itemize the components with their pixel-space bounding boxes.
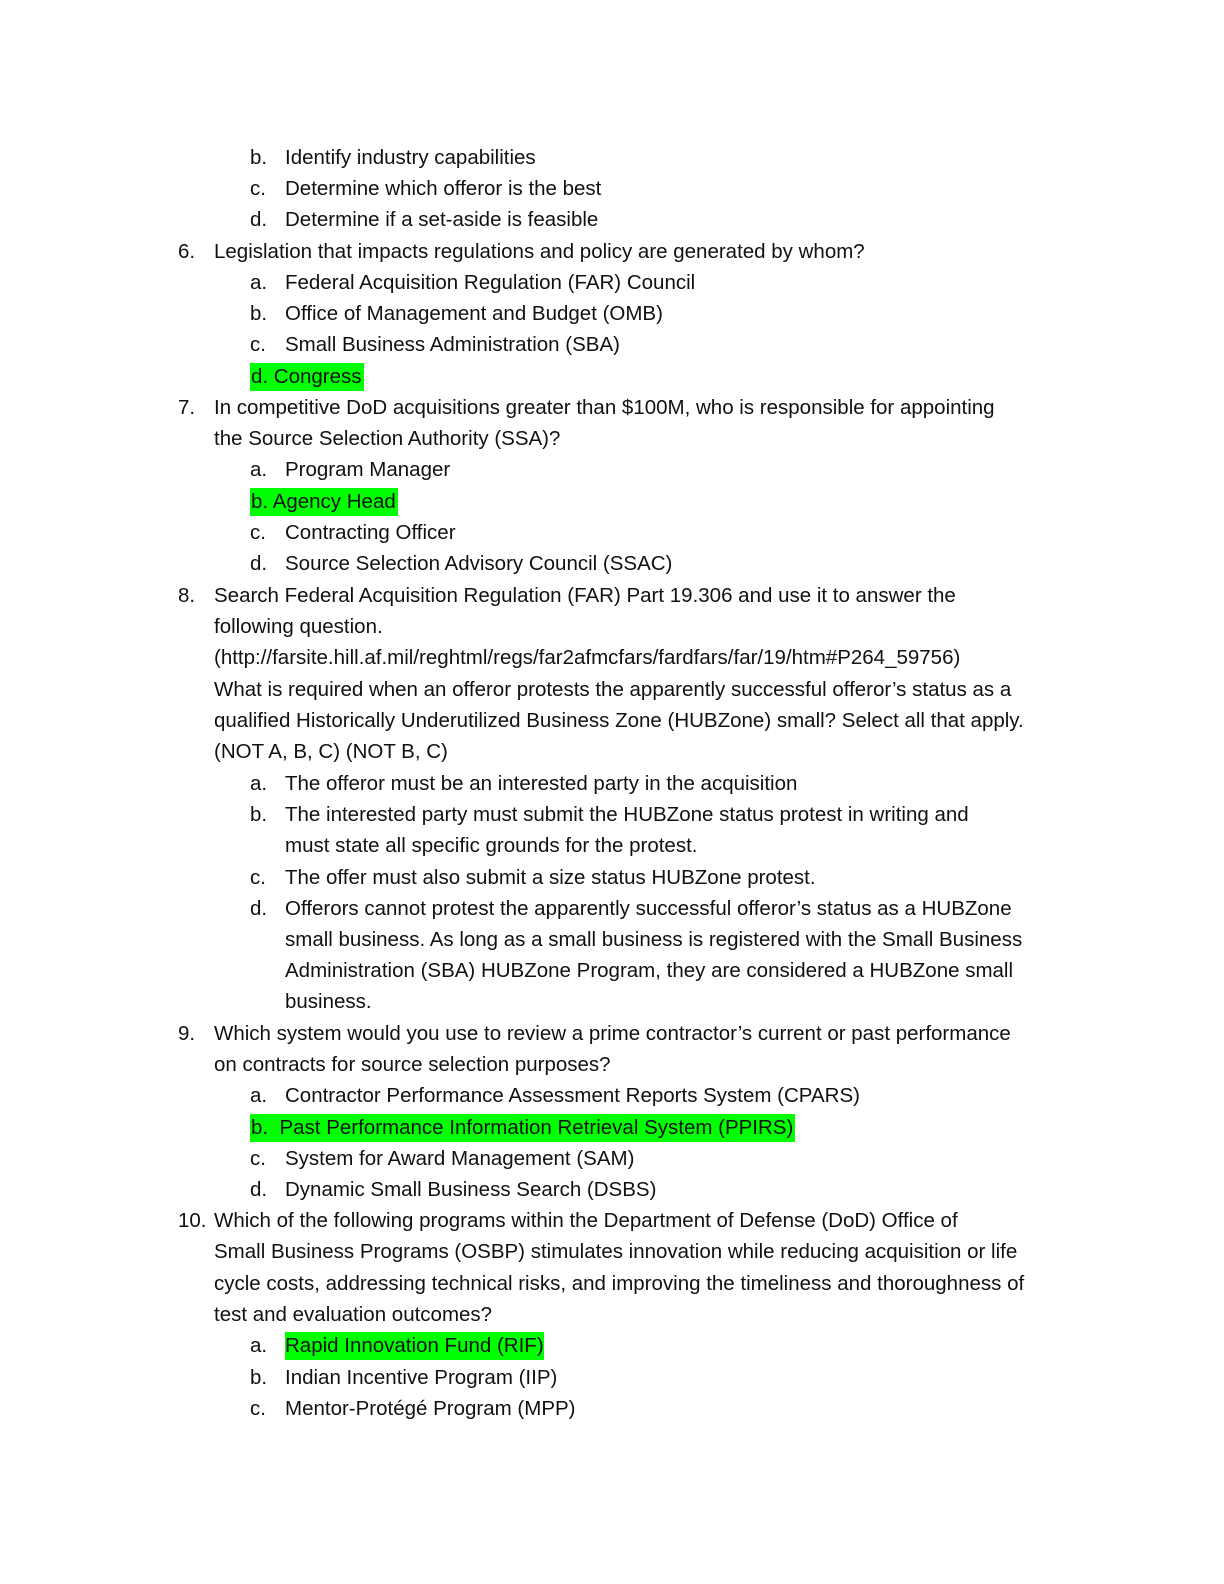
answer-text: The interested party must submit the HUBZone status protest in writing and [285, 803, 969, 826]
answer-text: Contracting Officer [285, 521, 456, 544]
question-text: What is required when an offeror protests the apparently successful offeror’s status as a [214, 678, 1012, 701]
answer-text: Program Manager [285, 458, 451, 481]
answer-letter: c. [250, 521, 266, 544]
answer-text: The offeror must be an interested party in the acquisition [285, 772, 798, 795]
answer-text: Determine which offeror is the best [285, 177, 602, 200]
answer-letter: c. [250, 333, 266, 356]
question-text: Legislation that impacts regulations and policy are generated by whom? [214, 240, 865, 263]
answer-text: Indian Incentive Program (IIP) [285, 1366, 558, 1389]
answer-letter: c. [250, 1397, 266, 1420]
question-text: test and evaluation outcomes? [214, 1303, 493, 1326]
answer-letter: c. [250, 1147, 266, 1170]
question-text: cycle costs, addressing technical risks, and improving the timeliness and thoroughness of [214, 1272, 1025, 1295]
answer-letter: d. [250, 208, 268, 231]
answer-letter: c. [250, 177, 266, 200]
question-text: Small Business Programs (OSBP) stimulates innovation while reducing acquisition or life [214, 1240, 1018, 1263]
answer-letter: b. [250, 302, 268, 325]
answer-letter: a. [250, 1334, 268, 1357]
question-number: 10. [178, 1209, 207, 1232]
question-text: the Source Selection Authority (SSA)? [214, 427, 561, 450]
answer-text: Mentor-Protégé Program (MPP) [285, 1397, 576, 1420]
question-number: 8. [178, 584, 196, 607]
question-number: 9. [178, 1022, 196, 1045]
answer-text: Small Business Administration (SBA) [285, 333, 620, 356]
question-text: following question. [214, 615, 383, 638]
answer-text: Administration (SBA) HUBZone Program, they are considered a HUBZone small [285, 959, 1014, 982]
answer-text: Contractor Performance Assessment Reports System (CPARS) [285, 1084, 860, 1107]
answer-letter: c. [250, 866, 266, 889]
answer-letter: a. [250, 1084, 268, 1107]
question-note: (NOT A, B, C) (NOT B, C) [214, 740, 448, 763]
answer-text: Office of Management and Budget (OMB) [285, 302, 663, 325]
question-text: on contracts for source selection purposes? [214, 1053, 611, 1076]
answer-text: The offer must also submit a size status HUBZone protest. [285, 866, 816, 889]
answer-text: System for Award Management (SAM) [285, 1147, 635, 1170]
answer-letter: b. [250, 803, 268, 826]
highlighted-answer: b. Agency Head [250, 488, 398, 516]
question-text: Which of the following programs within the Department of Defense (DoD) Office of [214, 1209, 958, 1232]
question-number: 6. [178, 240, 196, 263]
answer-text: Determine if a set-aside is feasible [285, 208, 599, 231]
answer-text: Dynamic Small Business Search (DSBS) [285, 1178, 657, 1201]
highlighted-answer: b. Past Performance Information Retrieval System (PPIRS) [250, 1114, 795, 1142]
answer-letter: a. [250, 271, 268, 294]
answer-letter: a. [250, 772, 268, 795]
question-text: In competitive DoD acquisitions greater than $100M, who is responsible for appointing [214, 396, 995, 419]
answer-text: Federal Acquisition Regulation (FAR) Council [285, 271, 696, 294]
answer-text: Offerors cannot protest the apparently successful offeror’s status as a HUBZone [285, 897, 1012, 920]
answer-text: business. [285, 990, 372, 1013]
answer-text: Source Selection Advisory Council (SSAC) [285, 552, 673, 575]
answer-letter: d. [250, 1178, 268, 1201]
reference-url: (http://farsite.hill.af.mil/reghtml/regs/far2afmcfars/fardfars/far/19/htm#P264_59756) [214, 646, 961, 669]
answer-letter: d. [250, 552, 268, 575]
question-text: qualified Historically Underutilized Business Zone (HUBZone) small? Select all that apply. [214, 709, 1024, 732]
answer-letter: b. [250, 146, 268, 169]
answer-letter: a. [250, 458, 268, 481]
highlighted-answer: Rapid Innovation Fund (RIF) [285, 1332, 544, 1360]
question-text: Which system would you use to review a prime contractor’s current or past performance [214, 1022, 1011, 1045]
question-number: 7. [178, 396, 196, 419]
answer-letter: b. [250, 1366, 268, 1389]
answer-letter: d. [250, 897, 268, 920]
answer-text: Identify industry capabilities [285, 146, 536, 169]
highlighted-answer: d. Congress [250, 363, 364, 391]
question-text: Search Federal Acquisition Regulation (FAR) Part 19.306 and use it to answer the [214, 584, 956, 607]
answer-text: must state all specific grounds for the protest. [285, 834, 698, 857]
answer-text: small business. As long as a small business is registered with the Small Business [285, 928, 1023, 951]
